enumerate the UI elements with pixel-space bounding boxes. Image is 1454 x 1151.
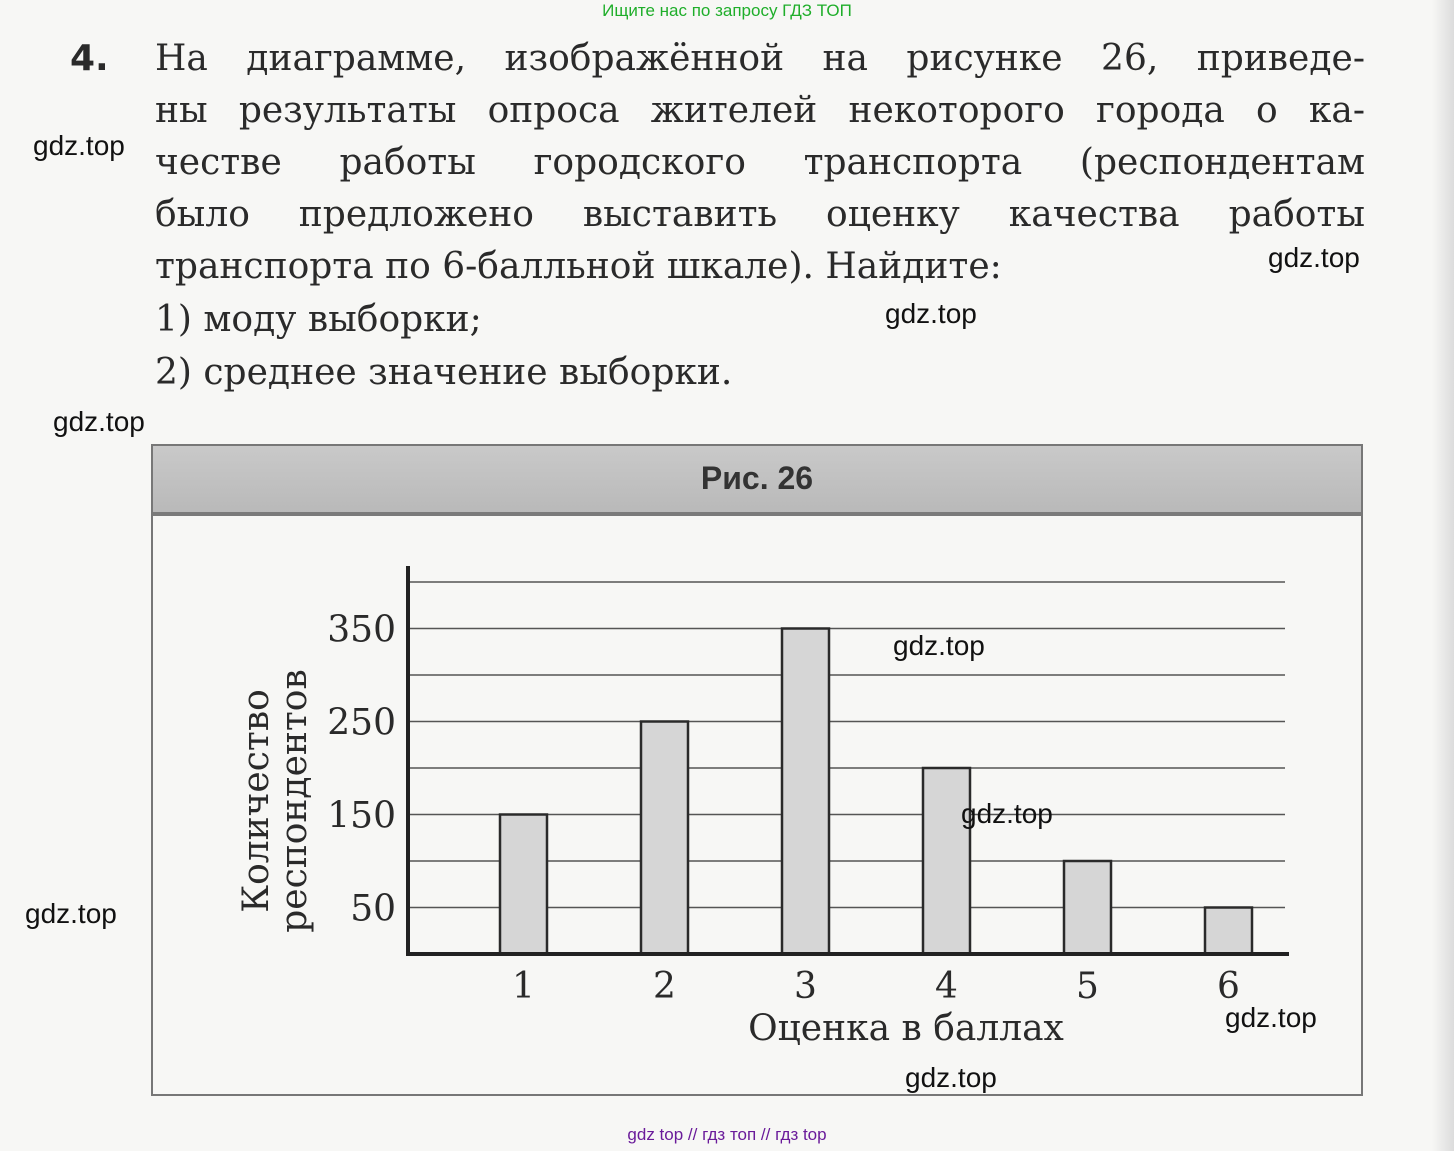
x-tick-label: 6 [1217, 966, 1240, 1007]
x-tick-label: 1 [512, 966, 535, 1007]
figure-frame [151, 444, 1363, 1096]
bar-5 [1064, 861, 1111, 954]
x-tick-label: 5 [1076, 966, 1099, 1007]
watermark: gdz.top [33, 130, 125, 161]
task-line: ны результаты опроса жителей некоторого города о ка- [155, 90, 1365, 131]
footer-links: gdz top // гдз топ // гдз top [627, 1125, 827, 1144]
x-tick-labels [512, 966, 1240, 1007]
bar-6 [1205, 908, 1252, 955]
y-axis-label-line2: респондентов [274, 669, 315, 933]
bar-3 [782, 629, 829, 955]
figure-caption: Рис. 26 [700, 460, 814, 496]
task-line: транспорта по 6-балльной шкале). Найдите: [155, 246, 1002, 287]
task-item-mode: 1) моду выборки; [155, 299, 482, 340]
top-banner: Ищите нас по запросу ГДЗ ТОП [602, 1, 852, 20]
x-axis-label: Оценка в баллах [748, 1008, 1064, 1049]
task-line: было предложено выставить оценку качества работы [155, 194, 1365, 235]
bar-chart [153, 446, 1361, 1094]
watermark: gdz.top [885, 298, 977, 329]
x-tick-label: 4 [935, 966, 958, 1007]
x-tick-label: 2 [653, 966, 676, 1007]
watermark: gdz.top [905, 1062, 997, 1093]
x-tick-label: 3 [794, 966, 817, 1007]
watermark: gdz.top [25, 898, 117, 929]
task-number: 4. [70, 38, 109, 79]
y-axis-label-line1: Количество [236, 689, 277, 913]
bars [500, 629, 1252, 955]
watermark: gdz.top [1268, 242, 1360, 273]
task-line: На диаграмме, изображённой на рисунке 26, приведе- [155, 38, 1365, 79]
watermark: gdz.top [1225, 1002, 1317, 1033]
watermark: gdz.top [53, 406, 145, 437]
task-item-mean: 2) среднее значение выборки. [155, 352, 733, 393]
y-tick-label: 50 [350, 888, 396, 930]
watermark: gdz.top [893, 630, 985, 661]
task-line: честве работы городского транспорта (респондентам [155, 142, 1365, 183]
bar-1 [500, 815, 547, 955]
y-tick-labels [327, 610, 396, 930]
y-tick-label: 250 [327, 702, 396, 744]
bar-4 [923, 768, 970, 954]
page-edge [1432, 0, 1454, 1151]
watermark: gdz.top [961, 798, 1053, 829]
y-tick-label: 350 [327, 609, 396, 651]
bar-2 [641, 722, 688, 955]
y-tick-label: 150 [327, 795, 396, 837]
